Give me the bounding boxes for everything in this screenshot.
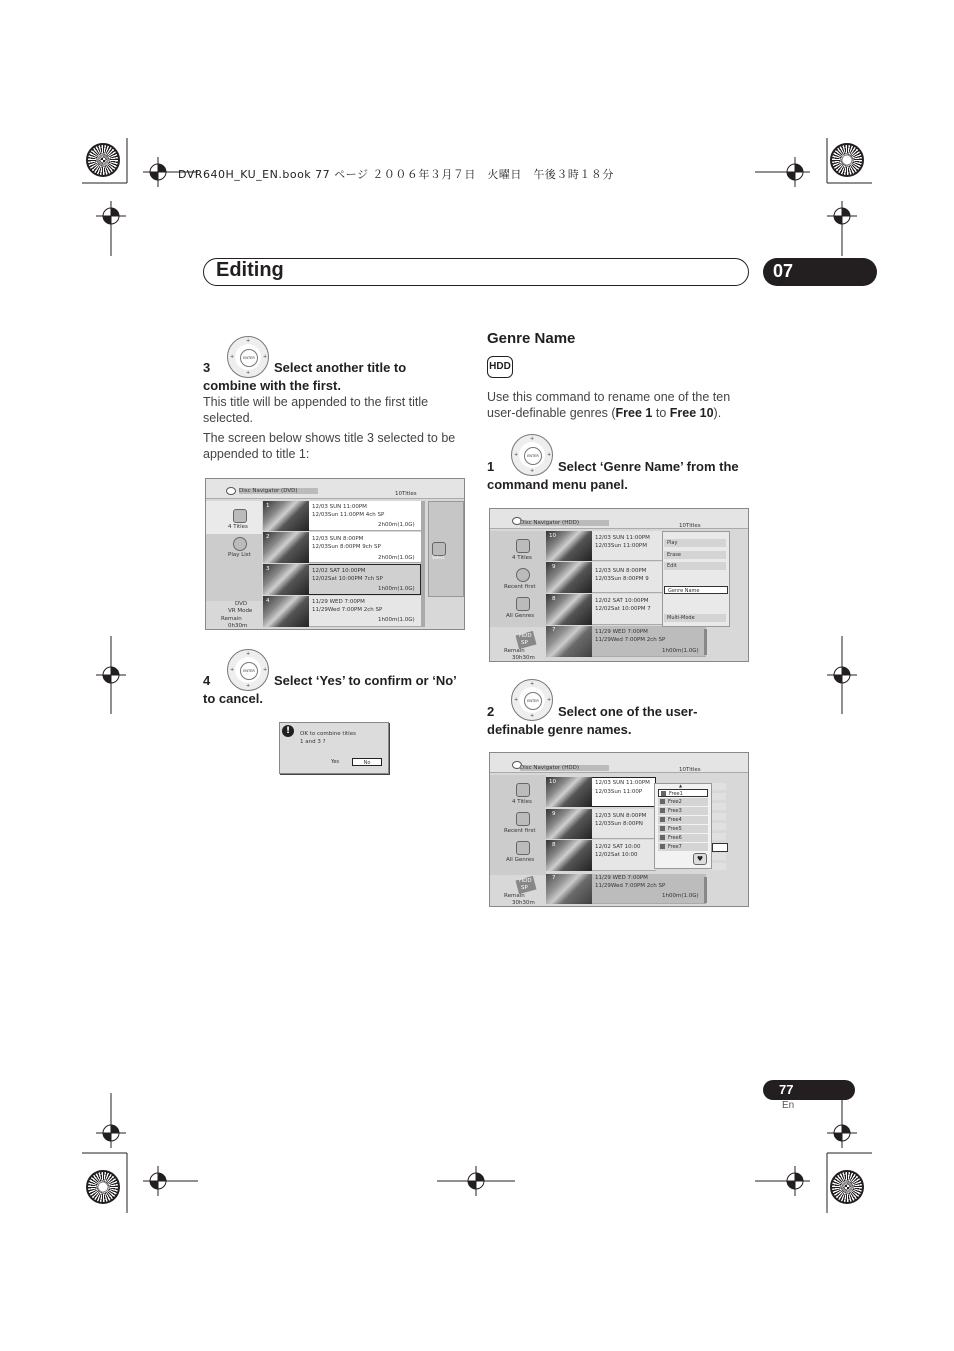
genre-step-1-line2: command menu panel. bbox=[487, 477, 628, 492]
sidebar-remain: Remain bbox=[504, 648, 525, 654]
row-2-line3: 2h00m(1.0G) bbox=[378, 555, 415, 561]
genre-intro-free10: Free 10 bbox=[669, 406, 714, 420]
sidebar-mode-1: DVD bbox=[235, 601, 248, 607]
title-count: 10Titles bbox=[395, 491, 417, 497]
menu-item-play[interactable]: Play bbox=[664, 539, 726, 547]
row-1-line1: 12/03 SUN 11:00PM bbox=[312, 504, 367, 510]
sidebar-hdd: HDD bbox=[519, 633, 532, 639]
sidebar-titles-label: 4 Titles bbox=[228, 524, 248, 530]
step-4-title-line1: Select ‘Yes’ to confirm or ‘No’ bbox=[274, 673, 457, 688]
sidebar-titles-label: 4 Titles bbox=[512, 799, 532, 805]
title-count: 10Titles bbox=[679, 523, 701, 529]
genre-free7-label: Free7 bbox=[668, 844, 682, 850]
genre-step-1-line1: Select ‘Genre Name’ from the bbox=[558, 459, 739, 474]
row-4-num: 4 bbox=[266, 598, 270, 604]
recent-icon bbox=[516, 812, 530, 826]
sidebar-remain-value: 30h30m bbox=[512, 900, 535, 906]
row-3-line2: 12/02Sat 10:00PM 7ch SP bbox=[312, 576, 383, 582]
hdd-genre-list-screenshot bbox=[489, 752, 749, 907]
menu-item-multi-mode[interactable]: Multi-Mode bbox=[664, 614, 726, 622]
titles-icon bbox=[516, 539, 530, 553]
step-3-para2-line1: The screen below shows title 3 selected to be bbox=[203, 431, 456, 445]
row-4-line3: 1h00m(1.0G) bbox=[378, 617, 415, 623]
genre-intro-line1: Use this command to rename one of the ten bbox=[487, 390, 731, 404]
genre-free4-label: Free4 bbox=[668, 817, 682, 823]
row-3-num: 8 bbox=[552, 842, 556, 848]
row-1-line1: 12/03 SUN 11:00PM bbox=[595, 780, 650, 786]
page-language: En bbox=[782, 1100, 795, 1111]
genre-item-free6[interactable] bbox=[658, 834, 708, 842]
genre-item-free4[interactable] bbox=[658, 816, 708, 824]
sidebar-remain-value: 30h30m bbox=[512, 655, 535, 661]
genre-free1-icon bbox=[661, 791, 666, 796]
row-4-line1: 11/29 WED 7:00PM bbox=[312, 599, 365, 605]
page-number: 77 bbox=[763, 1080, 855, 1100]
row-1-num: 1 bbox=[266, 503, 270, 509]
row-3-line1: 12/02 SAT 10:00 bbox=[595, 844, 641, 850]
genre-item-free5[interactable] bbox=[658, 825, 708, 833]
scrollbar bbox=[704, 629, 707, 655]
row-4-line2: 11/29Wed 7:00PM 2ch SP bbox=[595, 637, 666, 643]
row-2-num: 2 bbox=[266, 534, 270, 540]
genre-free1-label: Free1 bbox=[669, 791, 683, 797]
row-4-line3: 1h00m(1.0G) bbox=[662, 648, 699, 654]
genre-free3-icon bbox=[660, 808, 665, 813]
thumbnail bbox=[263, 532, 309, 563]
sidebar-remain-value: 0h30m bbox=[228, 623, 248, 629]
genre-free7-icon bbox=[660, 844, 665, 849]
select-icon bbox=[432, 542, 446, 556]
sidebar-mode-2: VR Mode bbox=[228, 608, 253, 614]
row-4-num: 7 bbox=[552, 627, 556, 633]
row-3-line2: 12/02Sat 10:00 bbox=[595, 852, 638, 858]
hdd-badge-icon bbox=[487, 356, 513, 378]
step-3-number: 3 bbox=[203, 360, 211, 375]
sidebar-genres-label: All Genres bbox=[506, 857, 535, 863]
row-3-line1: 12/02 SAT 10:00PM bbox=[595, 598, 649, 604]
row-1-line2: 12/03Sun 11:00PM 4ch SP bbox=[312, 512, 385, 518]
genre-intro-end: ). bbox=[713, 406, 722, 420]
genre-step-2-line1: Select one of the user- bbox=[558, 704, 698, 719]
sidebar-playlist-label: Play List bbox=[228, 552, 251, 558]
genres-icon bbox=[516, 841, 530, 855]
hdd-badge-label: HDD bbox=[489, 361, 511, 372]
row-4-line2: 11/29Wed 7:00PM 2ch SP bbox=[595, 883, 666, 889]
dialog-message-line1: OK to combine titles bbox=[300, 731, 356, 737]
remote-enter-pad-icon: + + + + ENTER bbox=[227, 336, 269, 378]
dvd-disc-navigator-screenshot bbox=[205, 478, 465, 630]
row-2-line2: 12/03Sun 8:00PM 9 bbox=[595, 576, 649, 582]
sidebar-remain: Remain bbox=[504, 893, 525, 899]
step-4-title-line2: to cancel. bbox=[203, 691, 263, 706]
genre-item-free3[interactable] bbox=[658, 807, 708, 815]
genre-name-heading: Genre Name bbox=[487, 330, 576, 347]
genres-icon bbox=[516, 597, 530, 611]
screen-header: Disc Navigator (DVD) bbox=[239, 488, 318, 494]
genre-free5-icon bbox=[660, 826, 665, 831]
menu-item-erase[interactable]: Erase bbox=[664, 551, 726, 559]
genre-scroll-down-button[interactable]: ♥ bbox=[693, 853, 707, 865]
genre-free5-label: Free5 bbox=[668, 826, 682, 832]
row-3-num: 3 bbox=[266, 566, 270, 572]
row-3-num: 8 bbox=[552, 596, 556, 602]
genre-free6-icon bbox=[660, 835, 665, 840]
row-2-line2: 12/03Sun 8:00PN bbox=[595, 821, 643, 827]
row-4-line1: 11/29 WED 7:00PM bbox=[595, 875, 648, 881]
confirm-dialog-screenshot bbox=[279, 722, 389, 774]
step-3-para1-line1: This title will be appended to the first title bbox=[203, 395, 429, 409]
genre-intro-to: to bbox=[652, 406, 670, 420]
right-panel-label: Select bbox=[432, 555, 445, 560]
step-3-title-line1: Select another title to bbox=[274, 360, 407, 375]
row-3-line3: 1h00m(1.0G) bbox=[378, 586, 415, 592]
row-1-line3: 2h00m(1.0G) bbox=[378, 522, 415, 528]
chapter-number-tab: 07 bbox=[763, 258, 877, 286]
scrollbar bbox=[421, 501, 425, 627]
sidebar-recent-label: Recent first bbox=[504, 584, 536, 590]
remote-enter-pad-icon: + + + + ENTER bbox=[511, 679, 553, 721]
genre-free2-icon bbox=[660, 799, 665, 804]
remote-enter-pad-icon: + + + + ENTER bbox=[227, 649, 269, 691]
disc-icon bbox=[226, 487, 236, 495]
row-4-line1: 11/29 WED 7:00PM bbox=[595, 629, 648, 635]
screen-header: Disc Navigator (HDD) bbox=[520, 520, 609, 526]
genre-item-free1[interactable] bbox=[658, 789, 708, 797]
titles-icon bbox=[516, 783, 530, 797]
scrollbar bbox=[704, 877, 707, 903]
genre-intro-line2 bbox=[487, 405, 721, 421]
row-1-num: 10 bbox=[549, 533, 556, 539]
step-4-number: 4 bbox=[203, 673, 211, 688]
row-3-line1: 12/02 SAT 10:00PM bbox=[312, 568, 366, 574]
genre-item-free2[interactable] bbox=[658, 798, 708, 806]
recent-icon bbox=[516, 568, 530, 582]
screen-header: Disc Navigator (HDD) bbox=[520, 765, 609, 771]
genre-free3-label: Free3 bbox=[668, 808, 682, 814]
genre-step-2-line2: definable genre names. bbox=[487, 722, 632, 737]
row-1-line2: 12/03Sun 11:00PM bbox=[595, 543, 647, 549]
row-2-line2: 12/03Sun 8:00PM 9ch SP bbox=[312, 544, 381, 550]
playlist-icon bbox=[233, 537, 247, 551]
menu-item-edit[interactable]: Edit bbox=[664, 562, 726, 570]
genre-step-2-number: 2 bbox=[487, 704, 495, 719]
genre-row-marker bbox=[712, 843, 728, 852]
genre-item-free7[interactable] bbox=[658, 843, 708, 851]
alert-icon: ! bbox=[282, 725, 294, 737]
row-4-line3: 1h00m(1.0G) bbox=[662, 893, 699, 899]
genre-intro-text: user-definable genres ( bbox=[487, 406, 616, 420]
row-1-line2: 12/03Sun 11:00P bbox=[595, 789, 643, 795]
hdd-command-menu-screenshot bbox=[489, 508, 749, 662]
row-1-num: 10 bbox=[549, 779, 556, 785]
row-2-line1: 12/03 SUN 8:00PM bbox=[595, 568, 647, 574]
row-1-line1: 12/03 SUN 11:00PM bbox=[595, 535, 650, 541]
step-3-title-line2: combine with the first. bbox=[203, 378, 341, 393]
genre-free4-icon bbox=[660, 817, 665, 822]
menu-item-genre-name[interactable]: Genre Name bbox=[664, 586, 728, 594]
row-2-num: 9 bbox=[552, 564, 556, 570]
section-title-bar bbox=[203, 258, 749, 286]
sidebar-genres-label: All Genres bbox=[506, 613, 535, 619]
sidebar-hdd: HDD bbox=[519, 878, 532, 884]
file-header: DVR640H_KU_EN.book 77 ページ ２００６年３月７日 火曜日 午後３時１８分 bbox=[178, 168, 614, 181]
step-3-para2-line2: appended to title 1: bbox=[203, 447, 310, 461]
section-title: Editing bbox=[216, 259, 284, 281]
genre-step-1-number: 1 bbox=[487, 459, 495, 474]
genre-free2-label: Free2 bbox=[668, 799, 682, 805]
step-3-para1-line2: selected. bbox=[203, 411, 254, 425]
genre-free6-label: Free6 bbox=[668, 835, 682, 841]
row-4-line2: 11/29Wed 7:00PM 2ch SP bbox=[312, 607, 383, 613]
sidebar-recent-label: Recent first bbox=[504, 828, 536, 834]
genre-intro-free1: Free 1 bbox=[615, 406, 653, 420]
row-3-line2: 12/02Sat 10:00PM 7 bbox=[595, 606, 651, 612]
remote-enter-pad-icon: + + + + ENTER bbox=[511, 434, 553, 476]
sidebar-titles-label: 4 Titles bbox=[512, 555, 532, 561]
title-count: 10Titles bbox=[679, 767, 701, 773]
row-2-num: 9 bbox=[552, 811, 556, 817]
thumbnail bbox=[263, 501, 309, 531]
sidebar-sp: SP bbox=[521, 640, 528, 646]
row-2-line1: 12/03 SUN 8:00PM bbox=[595, 813, 647, 819]
row-4-num: 7 bbox=[552, 875, 556, 881]
genre-scroll-up-icon: ▲ bbox=[679, 783, 683, 788]
sidebar-sp: SP bbox=[521, 885, 528, 891]
titles-icon bbox=[233, 509, 247, 523]
dialog-no-button[interactable]: No bbox=[352, 758, 382, 766]
dialog-message-line2: 1 and 3 ? bbox=[300, 739, 326, 745]
row-2-line1: 12/03 SUN 8:00PM bbox=[312, 536, 364, 542]
sidebar-remain: Remain bbox=[221, 616, 242, 622]
dialog-yes-button[interactable]: Yes bbox=[330, 759, 340, 765]
